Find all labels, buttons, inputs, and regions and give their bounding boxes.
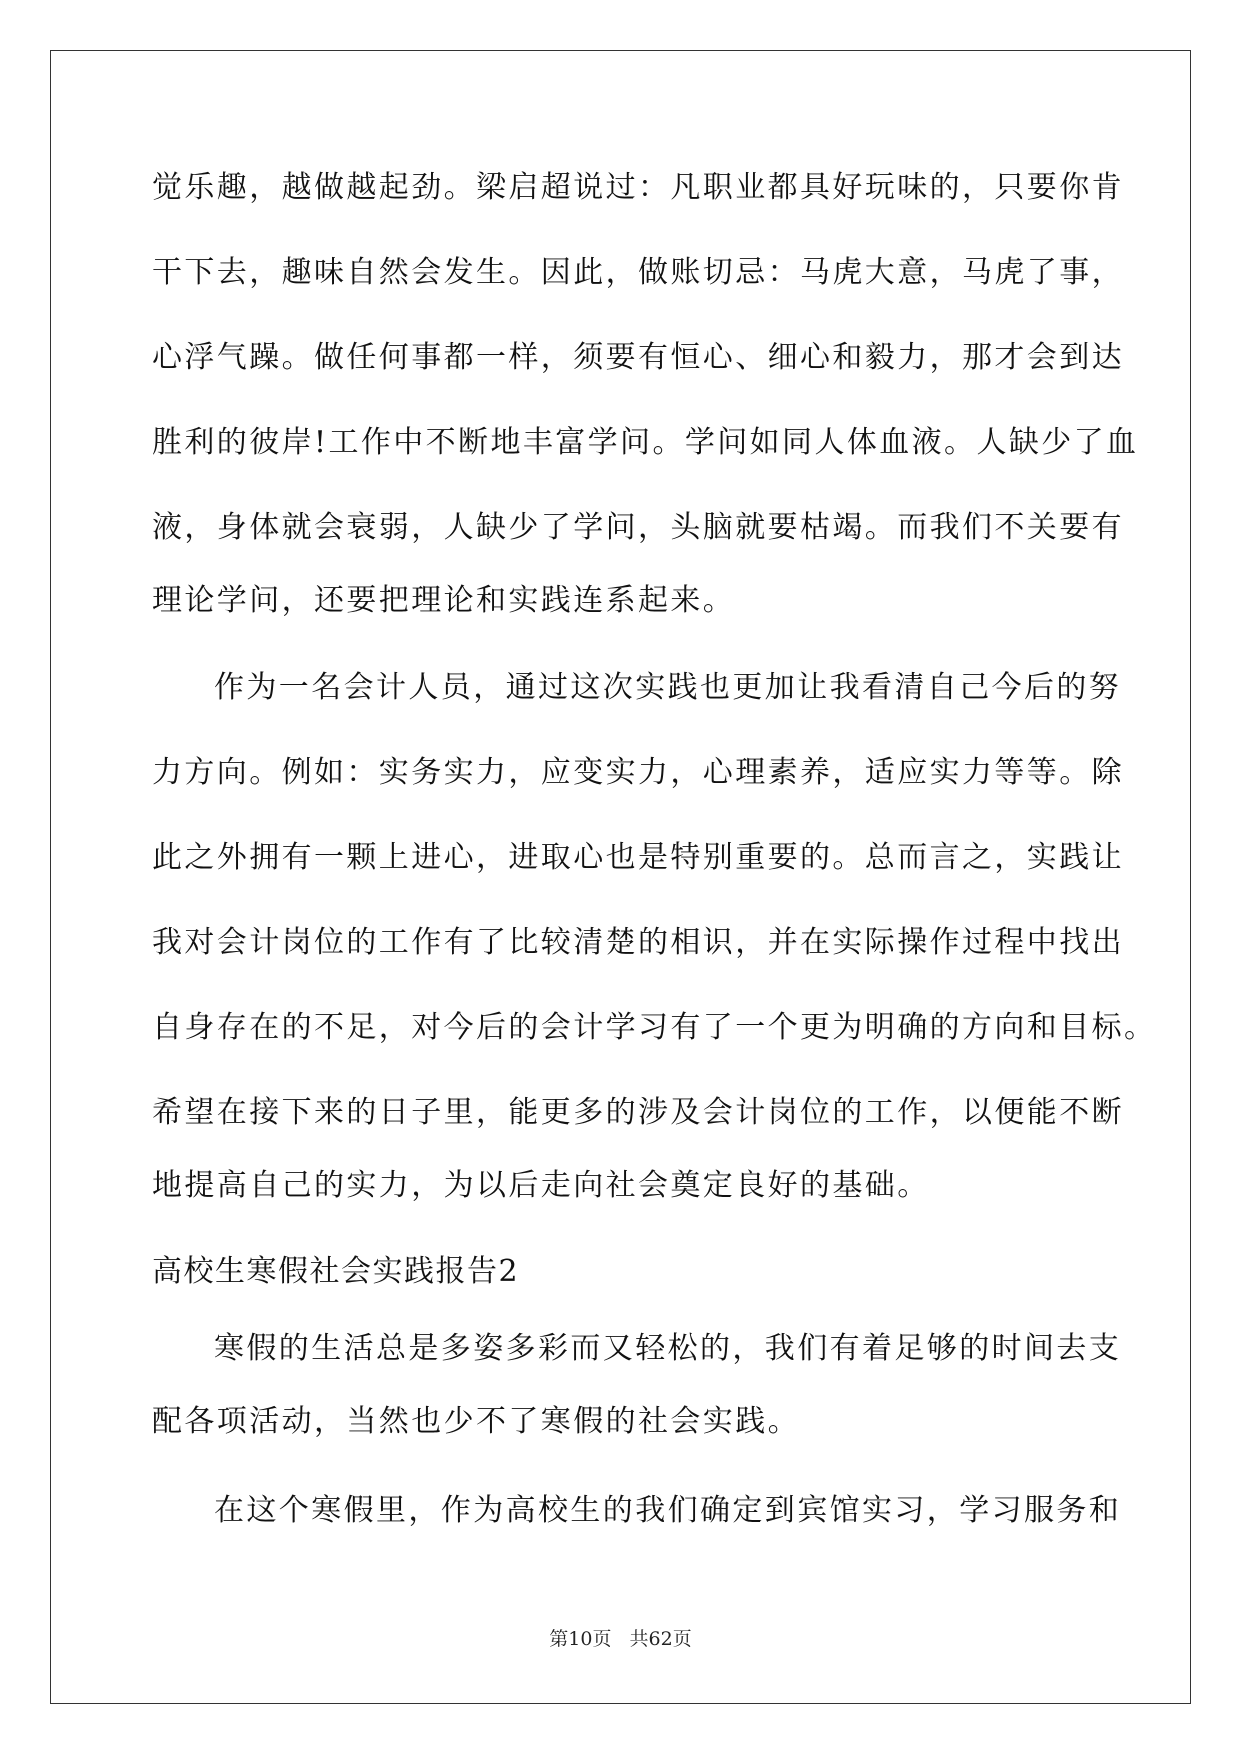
text-line: 力方向。例如：实务实力，应变实力，心理素养，适应实力等等。除 [152, 755, 1124, 790]
text-line: 地提高自己的实力，为以后走向社会奠定良好的基础。 [152, 1168, 930, 1203]
text-line: 自身存在的不足，对今后的会计学习有了一个更为明确的方向和目标。 [152, 1010, 1157, 1045]
page-border [50, 50, 1191, 1704]
page-number: 第10页 [549, 1628, 612, 1650]
text-line: 我对会计岗位的工作有了比较清楚的相识，并在实际操作过程中找出 [152, 925, 1124, 960]
text-line: 胜利的彼岸!工作中不断地丰富学问。学问如同人体血液。人缺少了血 [152, 425, 1139, 460]
page-footer [0, 1624, 1241, 1651]
page-total: 共62页 [629, 1628, 692, 1650]
text-line: 在这个寒假里，作为高校生的我们确定到宾馆实习，学习服务和 [214, 1493, 1122, 1528]
text-line: 液，身体就会衰弱，人缺少了学问，头脑就要枯竭。而我们不关要有 [152, 510, 1124, 545]
text-line: 作为一名会计人员，通过这次实践也更加让我看清自己今后的努 [214, 670, 1122, 705]
section-heading: 高校生寒假社会实践报告2 [152, 1254, 520, 1289]
text-line: 理论学问，还要把理论和实践连系起来。 [152, 583, 736, 618]
text-line: 此之外拥有一颗上进心，进取心也是特别重要的。总而言之，实践让 [152, 840, 1124, 875]
text-line: 寒假的生活总是多姿多彩而又轻松的，我们有着足够的时间去支 [214, 1331, 1122, 1366]
text-line: 干下去，趣味自然会发生。因此，做账切忌：马虎大意，马虎了事， [152, 255, 1124, 290]
text-line: 配各项活动，当然也少不了寒假的社会实践。 [152, 1404, 800, 1439]
text-line: 心浮气躁。做任何事都一样，须要有恒心、细心和毅力，那才会到达 [152, 340, 1124, 375]
text-line: 觉乐趣，越做越起劲。梁启超说过：凡职业都具好玩味的，只要你肯 [152, 170, 1124, 205]
text-line: 希望在接下来的日子里，能更多的涉及会计岗位的工作，以便能不断 [152, 1095, 1124, 1130]
